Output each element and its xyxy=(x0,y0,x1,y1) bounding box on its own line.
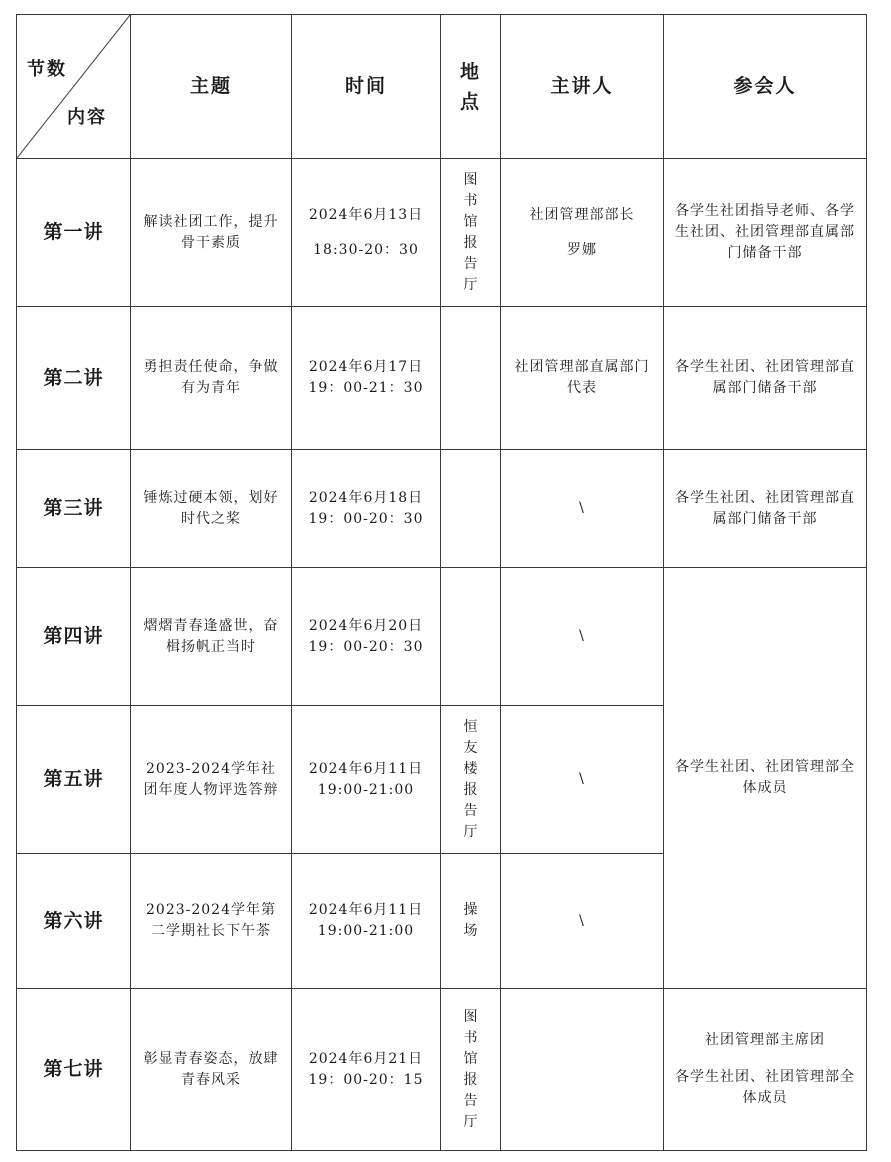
lecture-topic: 勇担责任使命，争做有为青年 xyxy=(131,307,292,450)
lecture-speaker: \ xyxy=(501,450,664,568)
lecture-date: 2024年6月11日 xyxy=(308,902,424,918)
lecture-date: 2024年6月13日 xyxy=(308,206,424,223)
lecture-location: 操场 xyxy=(441,854,501,989)
lecture-location-empty xyxy=(441,568,501,706)
header-topic: 主题 xyxy=(131,15,292,159)
lecture-hours: 19:00-21:00 xyxy=(317,781,415,798)
speaker-title: 社团管理部部长 xyxy=(529,206,635,223)
lecture-topic: 解读社团工作，提升骨干素质 xyxy=(131,159,292,307)
lecture-date: 2024年6月20日 xyxy=(308,617,424,634)
table-row xyxy=(17,568,867,706)
lecture-speaker: \ xyxy=(501,568,664,706)
lecture-number: 第四讲 xyxy=(17,568,131,706)
lecture-date: 2024年6月17日 xyxy=(308,359,424,375)
table-row xyxy=(17,989,867,1151)
lecture-number: 第三讲 xyxy=(17,450,131,568)
lecture-number: 第七讲 xyxy=(17,989,131,1151)
lecture-date: 2024年6月11日 xyxy=(308,760,424,777)
lecture-speaker: \ xyxy=(501,706,664,854)
attendees-line-1: 社团管理部主席团 xyxy=(705,1032,825,1048)
lecture-attendees-merged: 各学生社团、社团管理部全体成员 xyxy=(664,568,867,989)
table-row xyxy=(17,450,867,568)
lecture-location-empty xyxy=(441,450,501,568)
lecture-speaker xyxy=(501,159,664,307)
lecture-date: 2024年6月21日 xyxy=(308,1050,424,1067)
lecture-attendees xyxy=(664,989,867,1151)
lecture-topic: 锤炼过硬本领，划好时代之桨 xyxy=(131,450,292,568)
table-row xyxy=(17,307,867,450)
lecture-attendees: 各学生社团、社团管理部直属部门储备干部 xyxy=(664,450,867,568)
header-speaker: 主讲人 xyxy=(501,15,664,159)
attendees-line-2: 各学生社团、社团管理部全体成员 xyxy=(675,1069,855,1106)
lecture-attendees: 各学生社团、社团管理部直属部门储备干部 xyxy=(664,307,867,450)
diagonal-header-cell xyxy=(17,15,131,159)
lecture-number: 第五讲 xyxy=(17,706,131,854)
lecture-topic: 2023-2024学年社团年度人物评选答辩 xyxy=(131,706,292,854)
corner-label-content: 内容 xyxy=(67,107,107,128)
lecture-time xyxy=(292,568,441,706)
diagonal-line xyxy=(17,15,130,158)
lecture-time xyxy=(292,307,441,450)
lecture-time xyxy=(292,989,441,1151)
header-location: 地点 xyxy=(441,15,501,159)
lecture-hours: 19:00-21:00 xyxy=(317,923,415,939)
lecture-schedule-table xyxy=(16,14,867,1151)
lecture-location-empty xyxy=(441,307,501,450)
lecture-hours: 19：00-20：30 xyxy=(308,510,424,527)
lecture-number: 第二讲 xyxy=(17,307,131,450)
header-time: 时间 xyxy=(292,15,441,159)
lecture-location: 图书馆报告厅 xyxy=(441,989,501,1151)
header-attendees: 参会人 xyxy=(664,15,867,159)
lecture-number: 第六讲 xyxy=(17,854,131,989)
table-row xyxy=(17,159,867,307)
lecture-hours: 19：00-21：30 xyxy=(308,380,424,396)
lecture-speaker: \ xyxy=(501,854,664,989)
lecture-hours: 18:30-20：30 xyxy=(313,241,419,258)
lecture-hours: 19：00-20：15 xyxy=(308,1071,424,1088)
speaker-name: 罗娜 xyxy=(567,241,597,258)
lecture-topic: 2023-2024学年第二学期社长下午茶 xyxy=(131,854,292,989)
lecture-attendees: 各学生社团指导老师、各学生社团、社团管理部直属部门储备干部 xyxy=(664,159,867,307)
lecture-time xyxy=(292,159,441,307)
lecture-date: 2024年6月18日 xyxy=(308,489,424,506)
lecture-time xyxy=(292,450,441,568)
lecture-number: 第一讲 xyxy=(17,159,131,307)
lecture-time xyxy=(292,706,441,854)
lecture-speaker-empty xyxy=(501,989,664,1151)
table-header-row xyxy=(17,15,867,159)
corner-label-session: 节数 xyxy=(27,59,67,80)
lecture-location: 图书馆报告厅 xyxy=(441,159,501,307)
lecture-speaker: 社团管理部直属部门代表 xyxy=(501,307,664,450)
lecture-topic: 彰显青春姿态，放肆青春风采 xyxy=(131,989,292,1151)
lecture-time xyxy=(292,854,441,989)
lecture-topic: 熠熠青春逢盛世，奋楫扬帆正当时 xyxy=(131,568,292,706)
lecture-hours: 19：00-20：30 xyxy=(308,638,424,655)
lecture-location: 恒友楼报告厅 xyxy=(441,706,501,854)
